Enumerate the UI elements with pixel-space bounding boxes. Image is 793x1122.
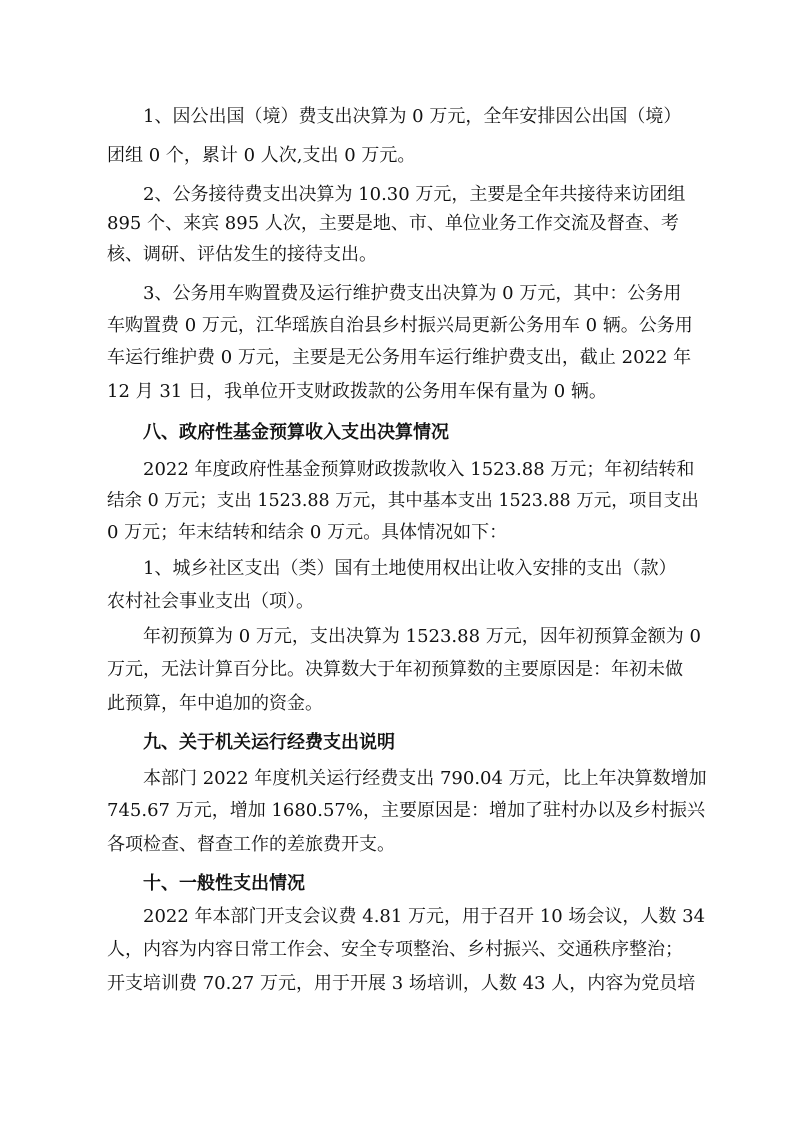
paragraph-line: 年初预算为 0 万元，支出决算为 1523.88 万元，因年初预算金额为 0 — [143, 626, 701, 647]
paragraph-line: 万元，无法计算百分比。决算数大于年初预算数的主要原因是：年初未做 — [107, 659, 683, 680]
paragraph-line: 3、公务用车购置费及运行维护费支出决算为 0 万元，其中：公务用 — [143, 283, 682, 304]
paragraph-line: 2022 年度政府性基金预算财政拨款收入 1523.88 万元；年初结转和 — [143, 459, 695, 480]
paragraph-line: 各项检查、督查工作的差旅费开支。 — [107, 834, 395, 855]
paragraph-line: 1、因公出国（境）费支出决算为 0 万元，全年安排因公出国（境） — [143, 106, 682, 127]
paragraph-line: 1、城乡社区支出（类）国有土地使用权出让收入安排的支出（款） — [143, 558, 677, 579]
paragraph-line: 895 个、来宾 895 人次，主要是地、市、单位业务工作交流及督查、考 — [107, 213, 679, 234]
paragraph-line: 12 月 31 日，我单位开支财政拨款的公务用车保有量为 0 辆。 — [107, 381, 607, 402]
section-heading: 九、关于机关运行经费支出说明 — [143, 732, 395, 753]
paragraph-line: 农村社会事业支出（项）。 — [107, 591, 314, 612]
paragraph-line: 0 万元；年末结转和结余 0 万元。具体情况如下： — [107, 522, 508, 543]
paragraph-line: 人，内容为内容日常工作会、安全专项整治、乡村振兴、交通秩序整治； — [107, 939, 683, 960]
paragraph-line: 本部门 2022 年度机关运行经费支出 790.04 万元，比上年决算数增加 — [143, 768, 707, 789]
paragraph-line: 745.67 万元，增加 1680.57%，主要原因是：增加了驻村办以及乡村振兴 — [107, 800, 705, 821]
paragraph-line: 此预算，年中追加的资金。 — [107, 693, 323, 714]
section-heading: 十、一般性支出情况 — [143, 873, 305, 894]
paragraph-line: 开支培训费 70.27 万元，用于开展 3 场培训，人数 43 人，内容为党员培 — [107, 973, 696, 994]
paragraph-line: 2、公务接待费支出决算为 10.30 万元，主要是全年共接待来访团组 — [143, 184, 686, 205]
paragraph-line: 核、调研、评估发生的接待支出。 — [107, 244, 377, 265]
paragraph-line: 车运行维护费 0 万元，主要是无公务用车运行维护费支出，截止 2022 年 — [107, 347, 692, 368]
paragraph-line: 2022 年本部门开支会议费 4.81 万元，用于召开 10 场会议，人数 34 — [143, 906, 706, 927]
paragraph-line: 团组 0 个，累计 0 人次,支出 0 万元。 — [107, 145, 416, 166]
section-heading: 八、政府性基金预算收入支出决算情况 — [143, 422, 449, 443]
paragraph-line: 结余 0 万元；支出 1523.88 万元，其中基本支出 1523.88 万元，项目支出 — [107, 491, 699, 511]
paragraph-line: 车购置费 0 万元，江华瑶族自治县乡村振兴局更新公务用车 0 辆。公务用 — [107, 315, 693, 336]
